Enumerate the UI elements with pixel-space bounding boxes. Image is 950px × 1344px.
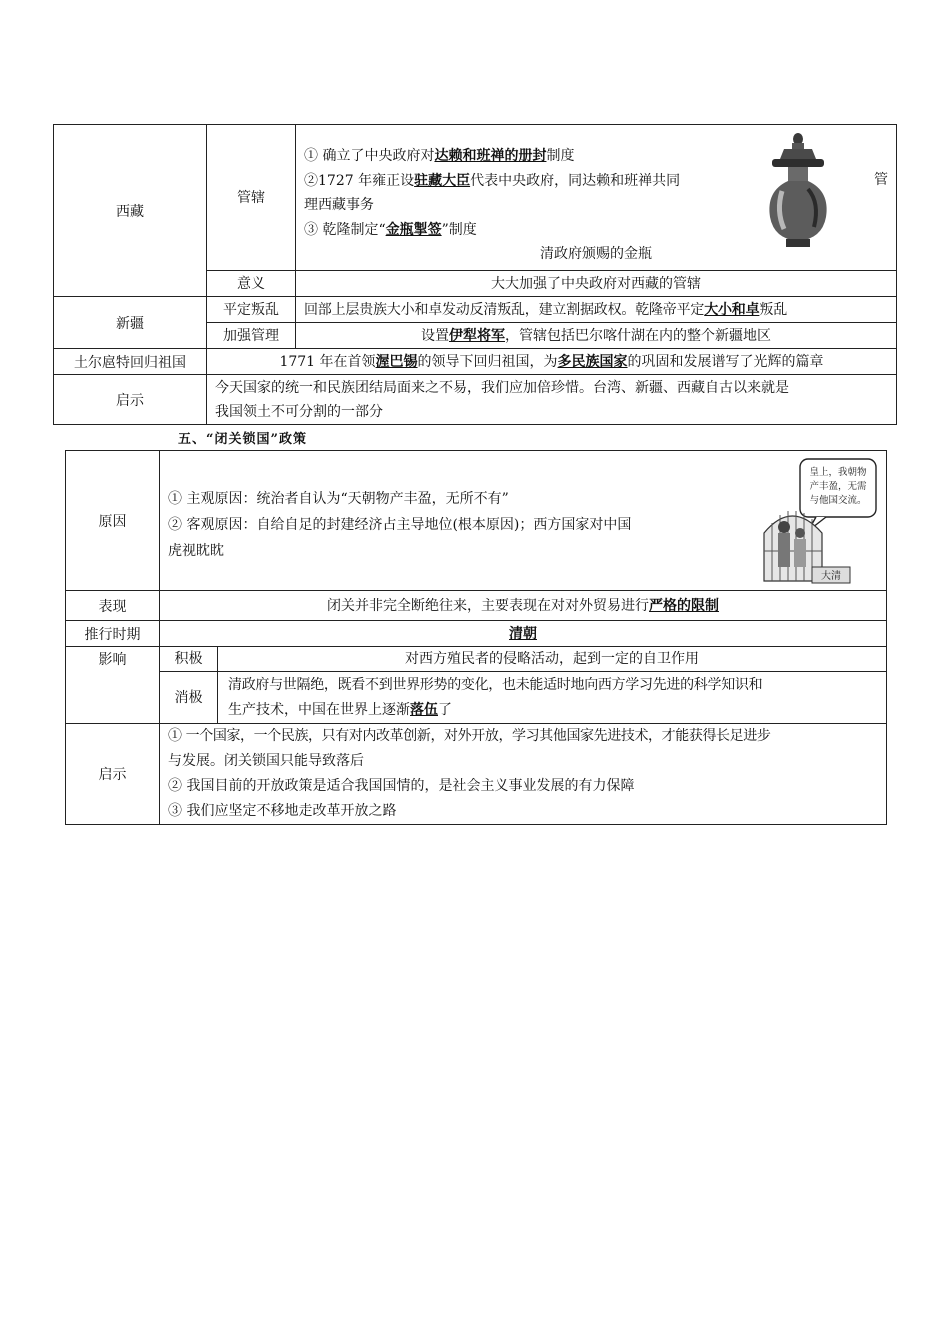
table-row [54,375,897,425]
cell-jiji: 对西方殖民者的侵略活动，起到一定的自卫作用 [218,647,887,672]
key-term: 大小和卓 [704,301,760,317]
cell-qishi: 今天国家的统一和民族团结局面来之不易，我们应加倍珍惜。台湾、新疆、西藏自古以来就是 我国领土不可分割的一部分 [207,375,897,425]
row-label-shiqi: 推行时期 [66,621,160,647]
sub-label-jiaqiang: 加强管理 [207,323,296,349]
row-label-xinjiang: 新疆 [54,297,207,349]
cell-jiaqiang: 设置伊犁将军，管辖包括巴尔喀什湖在内的整个新疆地区 [296,323,897,349]
key-term: 伊犁将军 [449,327,505,343]
bubble-line: 与他国交流。 [809,495,867,506]
table-closed-door-policy [65,450,887,825]
key-term: 达赖和班禅的册封 [434,147,547,163]
table-row [66,591,887,621]
row-label-biaoxian: 表现 [66,591,160,621]
sub-label-pingding: 平定叛乱 [207,297,296,323]
cell-qishi2: ① 一个国家，一个民族，只有对内改革创新，对外开放，学习其他国家先进技术，才能获得长足进步 与发展。闭关锁国只能导致落后 ② 我国目前的开放政策是适合我国国情的，是社会主义事业发展的有力保障 ③ 我们应坚定不移地走改革开放之路 [160,724,887,825]
table-row [54,349,897,375]
cell-yuanyin: ① 主观原因：统治者自认为“天朝物产丰盈，无所不有” ② 客观原因：自给自足的封建经济占主导地位(根本原因)；西方国家对中国 虎视眈眈 皇上，我朝物 产丰盈，无需 与他国交流。 大清 [160,451,887,591]
row-label-tuerhute: 土尔扈特回归祖国 [54,349,207,375]
row-label-xizang: 西藏 [54,125,207,297]
key-term: 多民族国家 [557,353,628,369]
image-caption: 清政府颁赐的金瓶 [540,246,652,262]
row-label-qishi: 启示 [54,375,207,425]
cell-biaoxian: 闭关并非完全断绝往来，主要表现在对对外贸易进行严格的限制 [160,591,887,621]
cell-xiaoji: 清政府与世隔绝，既看不到世界形势的变化，也未能适时地向西方学习先进的科学知识和 生产技术，中国在世界上逐渐落伍了 [218,672,887,724]
table-row [66,451,887,591]
key-term: 渥巴锡 [375,353,418,369]
cell-tuerhute: 1771 年在首领渥巴锡的领导下回归祖国，为多民族国家的巩固和发展谱写了光辉的篇章 [207,349,897,375]
table-row [66,621,887,647]
cell-yiyi: 大大加强了中央政府对西藏的管辖 [296,271,897,297]
cell-shiqi [160,621,887,647]
key-term: 严格的限制 [649,597,719,613]
golden-urn-image [762,131,834,249]
bubble-line: 产丰盈，无需 [809,481,867,492]
table-row [66,647,887,672]
row-label-qishi2: 启示 [66,724,160,825]
cell-guanxia: ① 确立了中央政府对达赖和班禅的册封制度 ②1727 年雍正设驻藏大臣代表中央政府，同达赖和班禅共同 管 理西藏事务 ③ 乾隆制定“金瓶掣签”制度 清政府颁赐的金瓶 [296,125,897,271]
table-border-regions [53,124,897,425]
table-row [66,672,887,724]
sub-label-yiyi: 意义 [207,271,296,297]
key-term: 清朝 [509,625,537,641]
sub-label-jiji: 积极 [160,647,218,672]
key-term: 金瓶掣签 [385,221,442,237]
sub-label-xiaoji: 消极 [160,672,218,724]
table-row [54,125,897,271]
sub-label-guanxia: 管辖 [207,125,296,271]
row-label-yuanyin: 原因 [66,451,160,591]
section-heading: 五、“闭关锁国”政策 [178,432,307,447]
key-term: 落伍 [410,701,438,717]
cell-pingding: 回部上层贵族大小和卓发动反清叛乱，建立割据政权。乾隆帝平定大小和卓叛乱 [296,297,897,323]
bubble-line: 皇上，我朝物 [809,467,867,478]
cartoon-sign: 大清 [821,571,841,582]
table-row [54,297,897,323]
table-row [66,724,887,825]
closed-country-cartoon-image [756,455,884,587]
key-term: 驻藏大臣 [414,172,471,188]
row-label-yingxiang: 影响 [66,647,160,672]
